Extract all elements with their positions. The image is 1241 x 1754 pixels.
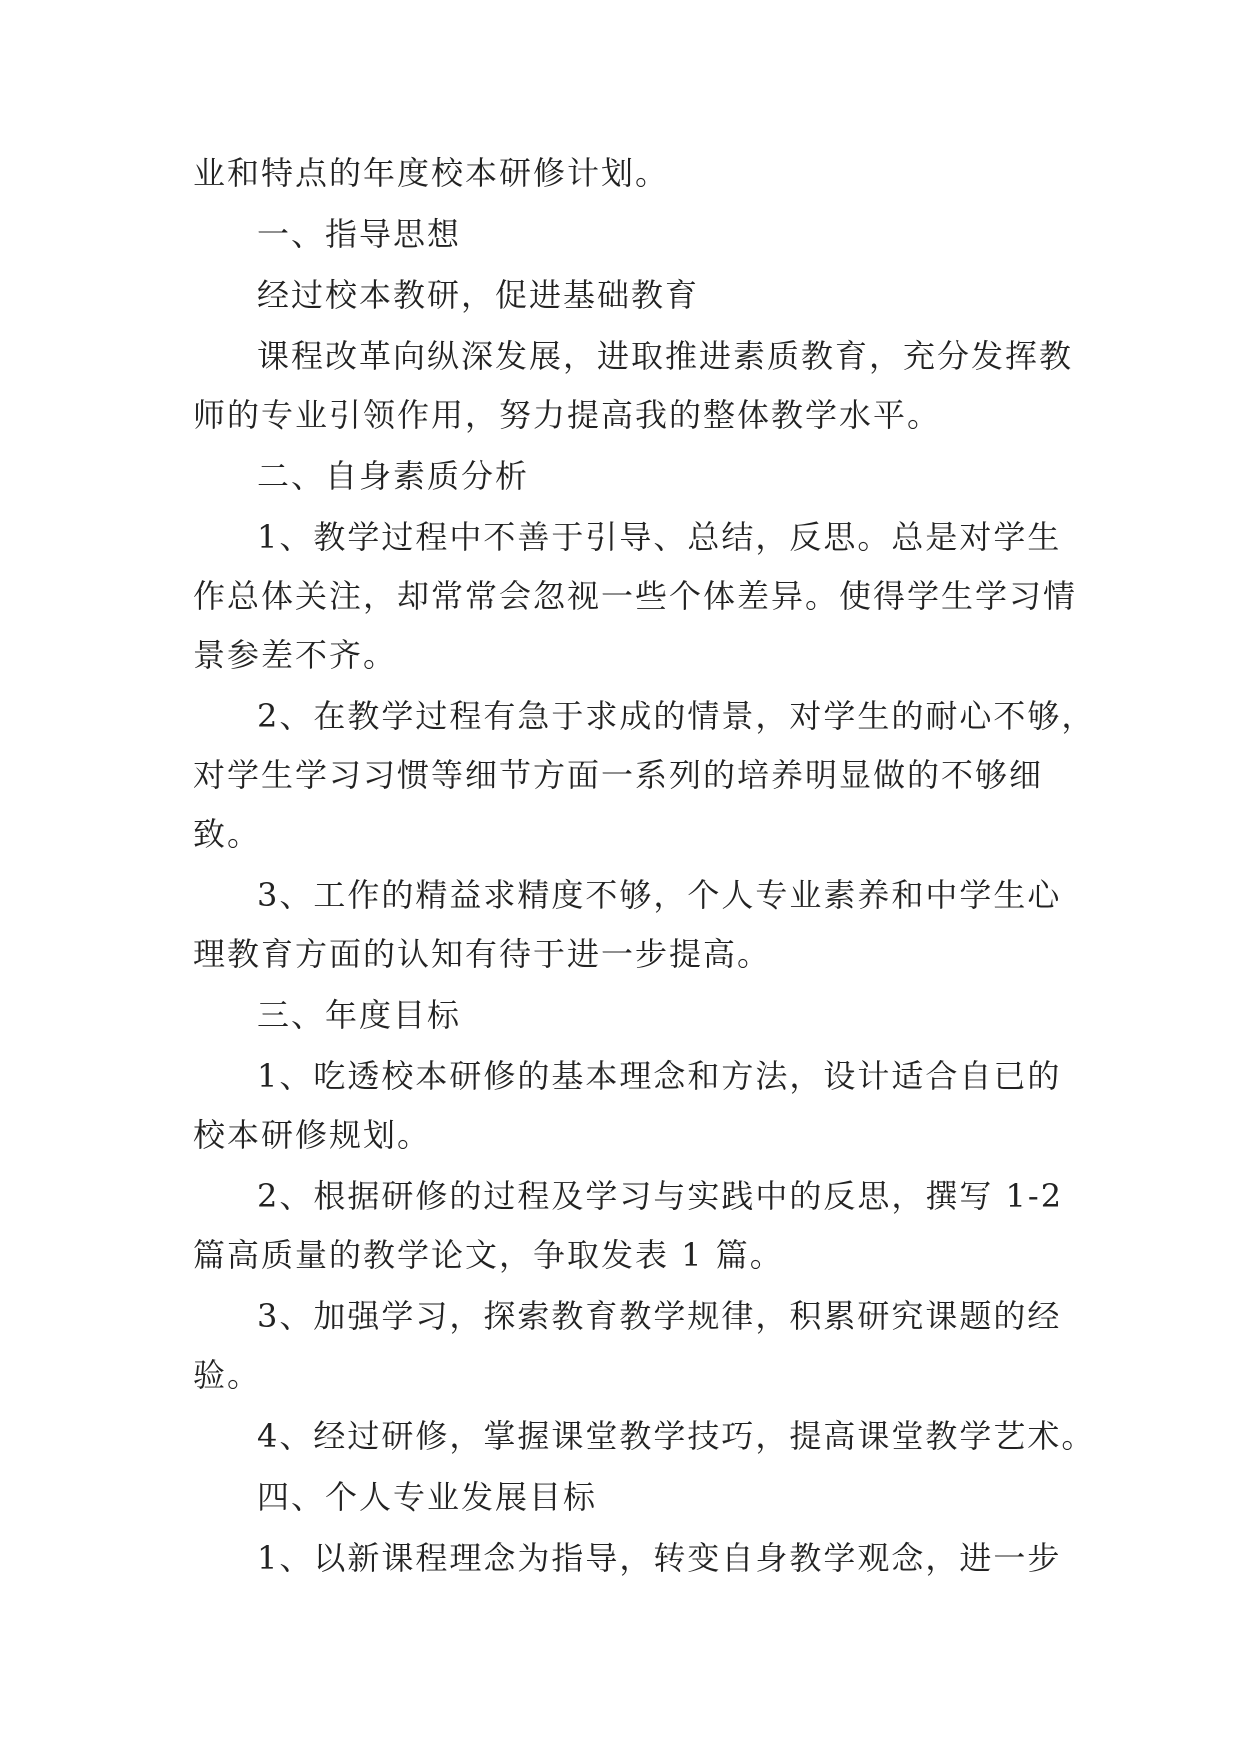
section-heading-annual-goals: 三、年度目标 xyxy=(257,996,462,1034)
paragraph-line: 课程改革向纵深发展，进取推进素质教育，充分发挥教 xyxy=(257,337,1074,375)
list-item-line: 1、教学过程中不善于引导、总结，反思。总是对学生 xyxy=(257,518,1062,556)
list-item-line: 2、在教学过程有急于求成的情景，对学生的耐心不够， xyxy=(257,697,1096,735)
list-item-line: 致。 xyxy=(193,815,262,853)
paragraph-line: 经过校本教研，促进基础教育 xyxy=(257,276,700,314)
document-body xyxy=(193,154,1096,1577)
list-item-line: 校本研修规划。 xyxy=(193,1116,432,1154)
list-item-line: 作总体关注，却常常会忽视一些个体差异。使得学生学习情 xyxy=(193,577,1078,615)
list-item-line: 3、工作的精益求精度不够，个人专业素养和中学生心 xyxy=(257,876,1062,914)
list-item-line: 2、根据研修的过程及学习与实践中的反思，撰写 1-2 xyxy=(257,1177,1064,1215)
list-item-line: 1、以新课程理念为指导，转变自身教学观念，进一步 xyxy=(257,1539,1062,1577)
section-heading-guiding-thought: 一、指导思想 xyxy=(257,215,462,253)
list-item-line: 4、经过研修，掌握课堂教学技巧，提高课堂教学艺术。 xyxy=(257,1417,1096,1455)
list-item-line: 3、加强学习，探索教育教学规律，积累研究课题的经 xyxy=(257,1297,1062,1335)
list-item-line: 理教育方面的认知有待于进一步提高。 xyxy=(193,935,772,973)
paragraph-continuation: 业和特点的年度校本研修计划。 xyxy=(193,154,670,192)
paragraph-line: 师的专业引领作用，努力提高我的整体教学水平。 xyxy=(193,396,942,434)
list-item-line: 篇高质量的教学论文，争取发表 1 篇。 xyxy=(193,1236,784,1274)
section-heading-self-analysis: 二、自身素质分析 xyxy=(257,457,530,495)
section-heading-professional-goals: 四、个人专业发展目标 xyxy=(257,1478,598,1516)
list-item-line: 对学生学习习惯等细节方面一系列的培养明显做的不够细 xyxy=(193,756,1044,794)
list-item-line: 验。 xyxy=(193,1356,262,1394)
list-item-line: 景参差不齐。 xyxy=(193,636,398,674)
list-item-line: 1、吃透校本研修的基本理念和方法，设计适合自已的 xyxy=(257,1057,1062,1095)
